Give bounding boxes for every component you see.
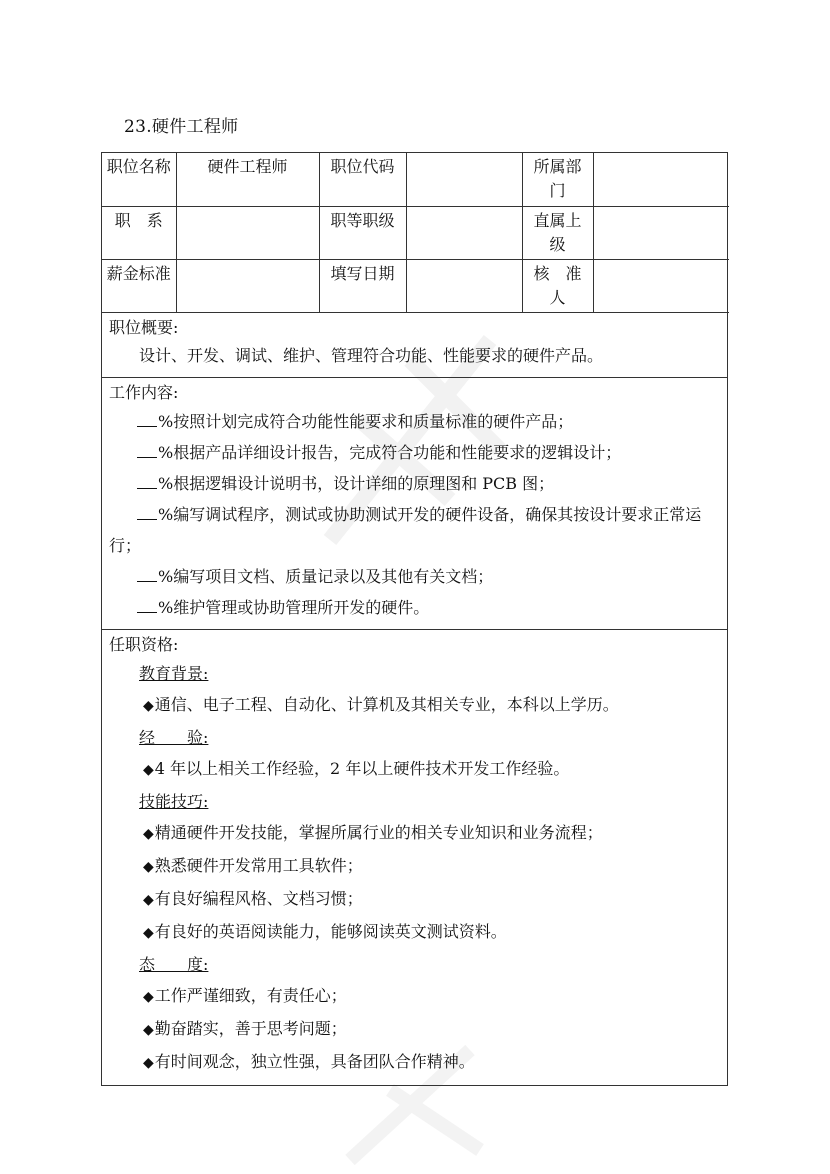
diamond-bullet-icon: ◆ xyxy=(143,988,154,1005)
date-label: 填写日期 xyxy=(319,259,406,312)
work-heading: 工作内容: xyxy=(109,382,179,402)
blank-line xyxy=(137,597,157,613)
blank-line xyxy=(137,566,157,582)
department-label: 所属部门 xyxy=(522,153,593,206)
education-item: ◆通信、电子工程、自动化、计算机及其相关专业，本科以上学历。 xyxy=(143,694,619,714)
date-value xyxy=(406,259,522,312)
qualification-section xyxy=(102,630,727,1085)
qualification-heading: 任职资格: xyxy=(109,634,179,654)
summary-section xyxy=(102,313,727,378)
info-row xyxy=(102,153,729,206)
work-item-text: %维护管理或协助管理所开发的硬件。 xyxy=(158,597,430,617)
diamond-bullet-icon: ◆ xyxy=(143,825,154,842)
work-item xyxy=(109,561,720,592)
skills-title: 技能技巧: xyxy=(139,791,209,811)
series-value xyxy=(176,206,319,259)
diamond-bullet-icon: ◆ xyxy=(143,697,154,714)
info-row xyxy=(102,206,729,259)
attitude-item: ◆有时间观念，独立性强，具备团队合作精神。 xyxy=(143,1051,475,1071)
work-item xyxy=(109,406,720,437)
education-title: 教育背景: xyxy=(139,663,209,683)
position-code-label: 职位代码 xyxy=(319,153,406,206)
document-title: 23.硬件工程师 xyxy=(124,117,239,137)
work-item-text: %根据逻辑设计说明书，设计详细的原理图和 PCB 图； xyxy=(158,473,555,493)
blank-line xyxy=(137,442,157,458)
approver-label: 核 准 人 xyxy=(522,259,593,312)
info-row xyxy=(102,259,729,312)
diamond-bullet-icon: ◆ xyxy=(143,761,154,778)
series-label: 职 系 xyxy=(102,206,176,259)
work-item xyxy=(109,499,720,561)
grade-label: 职等职级 xyxy=(319,206,406,259)
salary-value xyxy=(176,259,319,312)
work-item-text: %编写调试程序，测试或协助测试开发的硬件设备，确保其按设计要求正常运行； xyxy=(109,504,702,555)
skills-item: ◆有良好编程风格、文档习惯； xyxy=(143,888,363,908)
diamond-bullet-icon: ◆ xyxy=(143,858,154,875)
salary-label: 薪金标准 xyxy=(102,259,176,312)
diamond-bullet-icon: ◆ xyxy=(143,1021,154,1038)
skills-item: ◆熟悉硬件开发常用工具软件； xyxy=(143,855,363,875)
superior-value xyxy=(593,206,729,259)
attitude-item: ◆勤奋踏实，善于思考问题； xyxy=(143,1018,347,1038)
work-section xyxy=(102,378,727,630)
skills-item: ◆精通硬件开发技能，掌握所属行业的相关专业知识和业务流程； xyxy=(143,822,603,842)
approver-value xyxy=(593,259,729,312)
experience-item: ◆4 年以上相关工作经验，2 年以上硬件技术开发工作经验。 xyxy=(143,758,570,778)
work-item xyxy=(109,468,720,499)
job-description-sheet xyxy=(101,152,728,1086)
work-item-text: %根据产品详细设计报告，完成符合功能和性能要求的逻辑设计； xyxy=(158,442,622,462)
blank-line xyxy=(137,473,157,489)
summary-heading: 职位概要: xyxy=(109,317,179,337)
info-table xyxy=(102,153,729,313)
attitude-title: 态 度: xyxy=(139,954,209,974)
superior-label: 直属上级 xyxy=(522,206,593,259)
position-name-value: 硬件工程师 xyxy=(176,153,319,206)
work-item-text: %按照计划完成符合功能性能要求和质量标准的硬件产品； xyxy=(158,411,574,431)
position-name-label: 职位名称 xyxy=(102,153,176,206)
summary-text: 设计、开发、调试、维护、管理符合功能、性能要求的硬件产品。 xyxy=(139,345,604,365)
experience-title: 经 验: xyxy=(139,727,209,747)
grade-value xyxy=(406,206,522,259)
blank-line xyxy=(137,411,157,427)
blank-line xyxy=(137,504,157,520)
work-item xyxy=(109,437,720,468)
department-value xyxy=(593,153,729,206)
diamond-bullet-icon: ◆ xyxy=(143,891,154,908)
diamond-bullet-icon: ◆ xyxy=(143,1054,154,1071)
attitude-item: ◆工作严谨细致，有责任心； xyxy=(143,985,347,1005)
work-item xyxy=(109,592,720,623)
position-code-value xyxy=(406,153,522,206)
work-item-text: %编写项目文档、质量记录以及其他有关文档； xyxy=(158,566,494,586)
diamond-bullet-icon: ◆ xyxy=(143,924,154,941)
skills-item: ◆有良好的英语阅读能力，能够阅读英文测试资料。 xyxy=(143,921,507,941)
